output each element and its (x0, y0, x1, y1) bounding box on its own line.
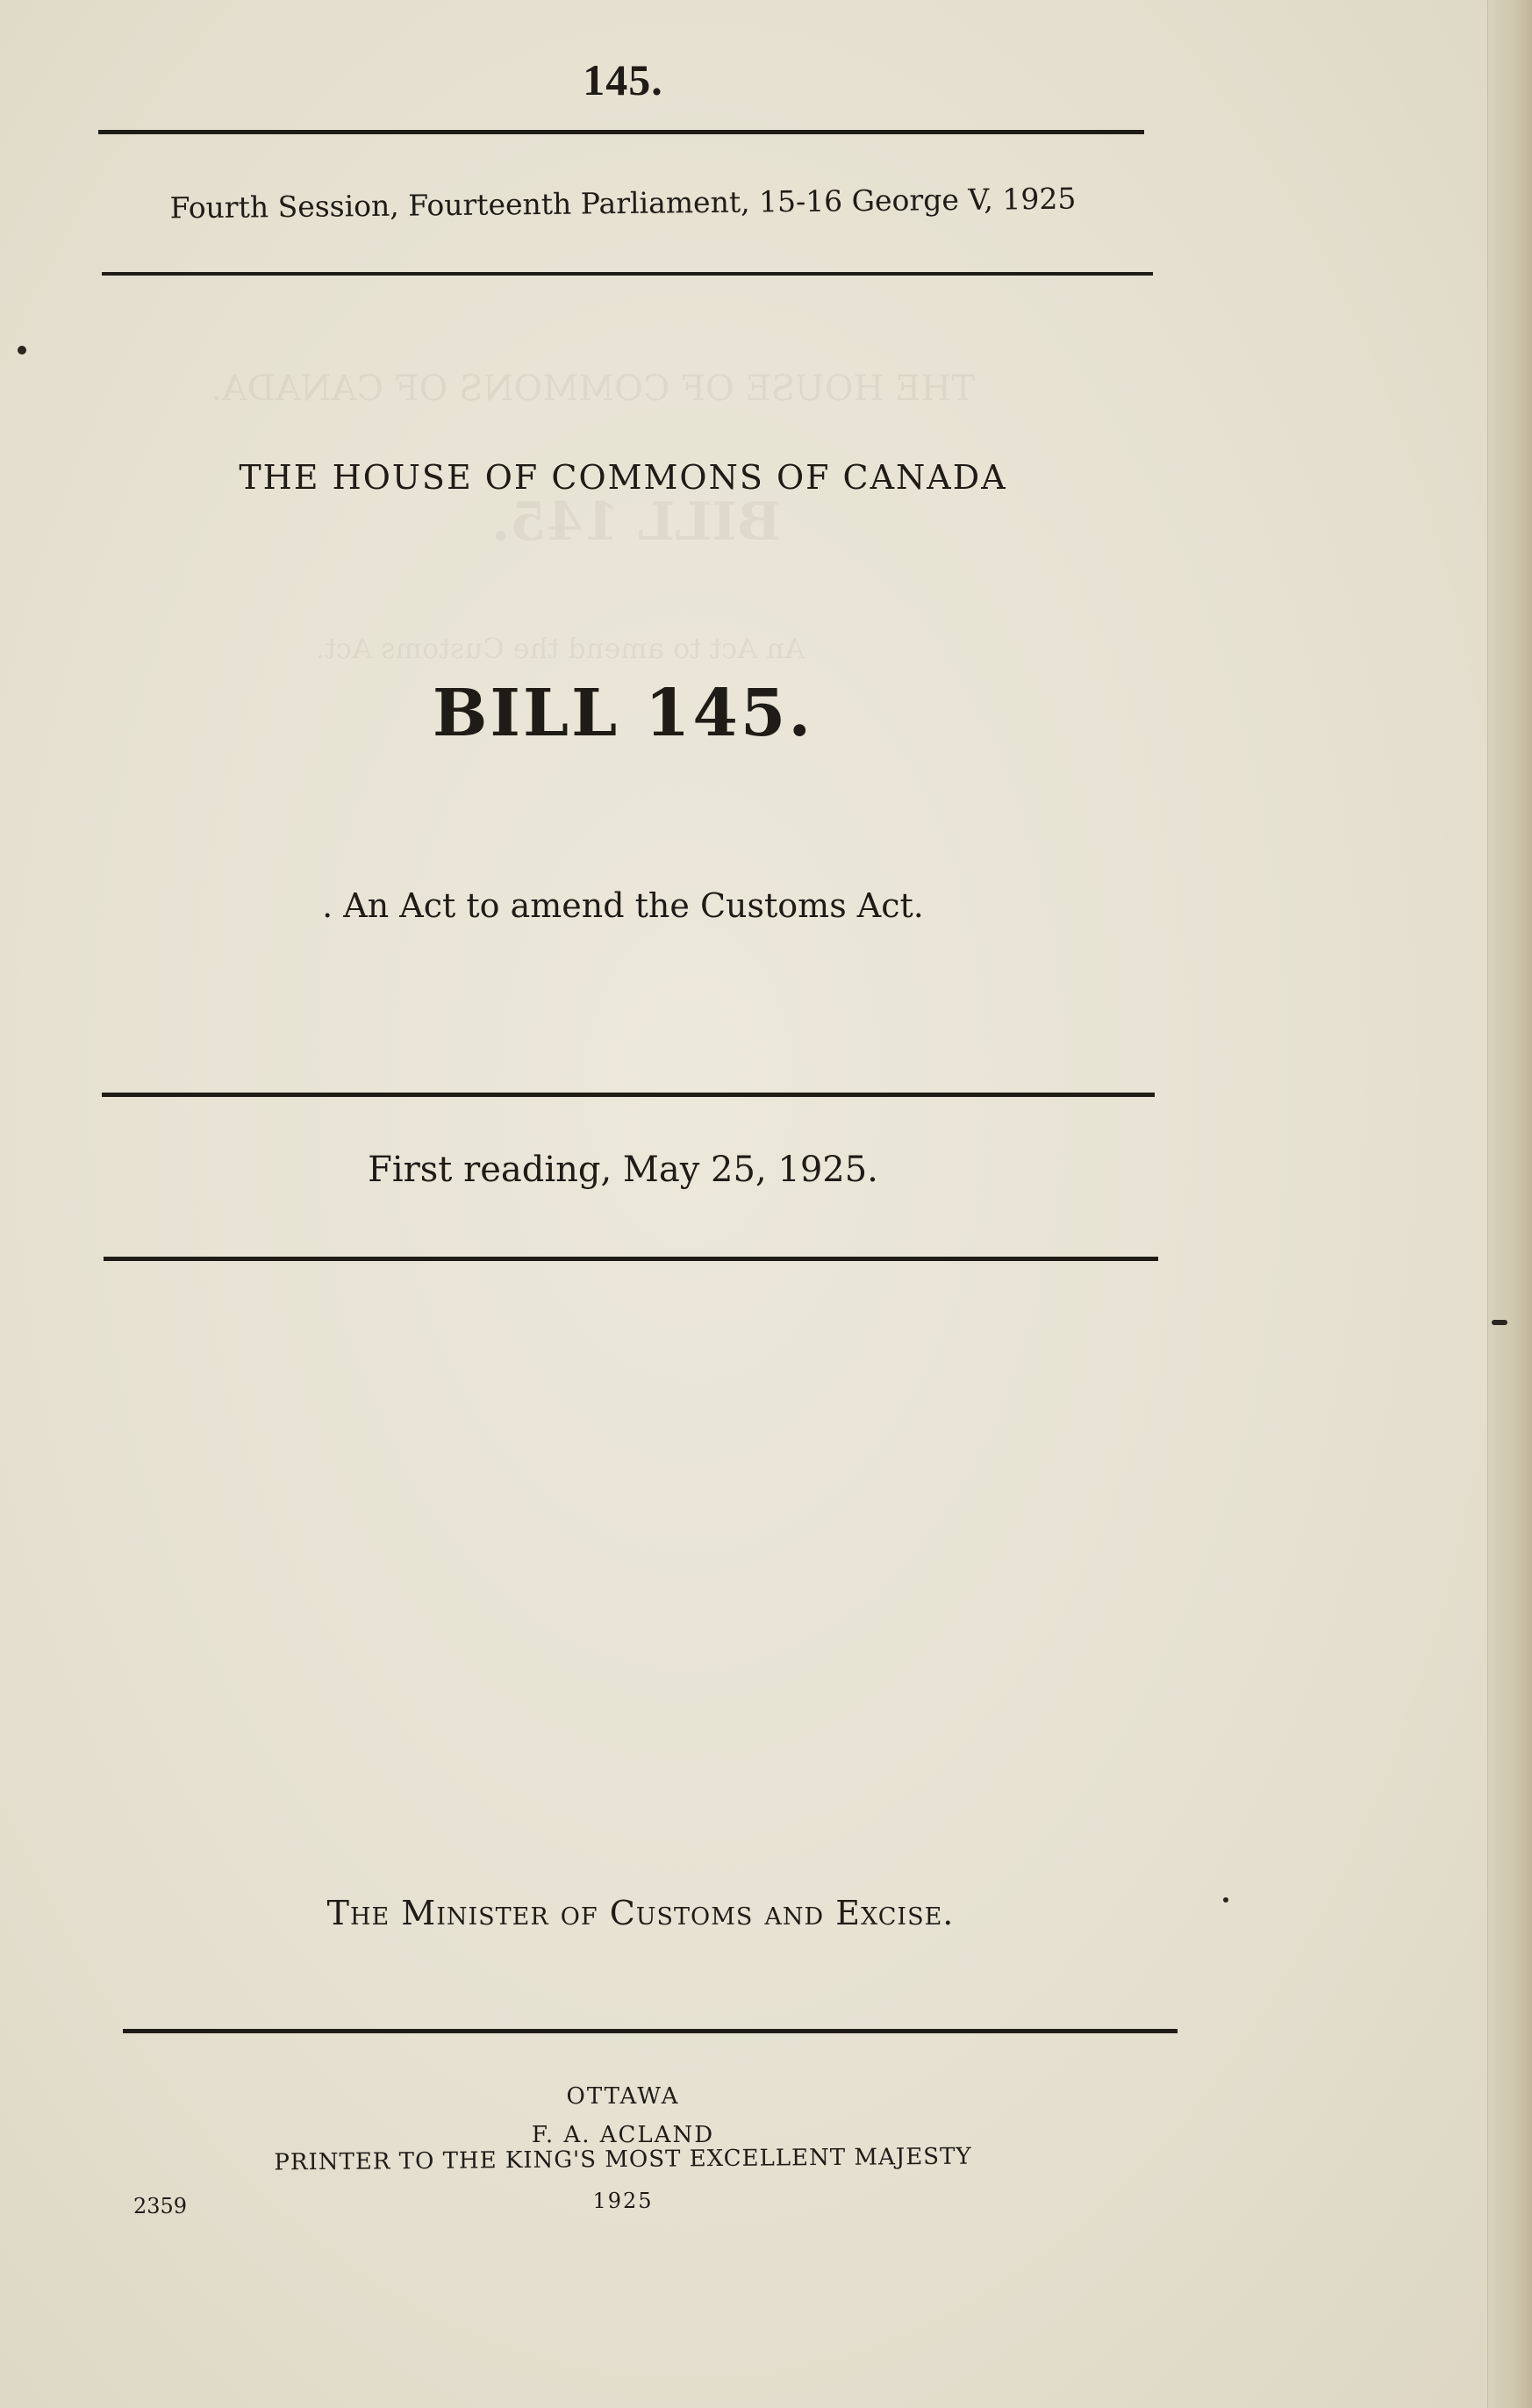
show-through-text: THE HOUSE OF COMMONS OF CANADA. (211, 369, 975, 409)
act-rule (102, 1093, 1155, 1097)
act-title: . An Act to amend the Customs Act. (322, 886, 924, 925)
ink-dash (1492, 1320, 1507, 1325)
bill-code: 2359 (133, 2194, 188, 2218)
session-line: Fourth Session, Fourteenth Parliament, 15-16 George V, 1925 (169, 181, 1077, 226)
first-reading-line: First reading, May 25, 1925. (368, 1150, 878, 1190)
imprint-printer-name: F. A. ACLAND (531, 2122, 715, 2148)
page-number: 145. (583, 55, 663, 104)
binding-gutter (1487, 0, 1532, 2408)
imprint-printer-title: PRINTER TO THE KING'S MOST EXCELLENT MAJESTY (274, 2143, 972, 2176)
imprint-city: OTTAWA (566, 2083, 680, 2110)
imprint-year: 1925 (592, 2189, 654, 2213)
minister-line: The Minister of Customs and Excise. (326, 1894, 955, 1932)
ink-dot (18, 346, 26, 355)
minister-rule (123, 2029, 1178, 2033)
show-through-text: BILL 145. (491, 491, 782, 553)
top-rule (98, 130, 1144, 134)
reading-rule (104, 1257, 1158, 1261)
house-title: THE HOUSE OF COMMONS OF CANADA (239, 458, 1007, 497)
bill-title: BILL 145. (432, 676, 814, 751)
show-through-text: An Act to amend the Customs Act. (316, 632, 805, 665)
session-rule (102, 272, 1153, 276)
ink-dot (1223, 1897, 1228, 1903)
